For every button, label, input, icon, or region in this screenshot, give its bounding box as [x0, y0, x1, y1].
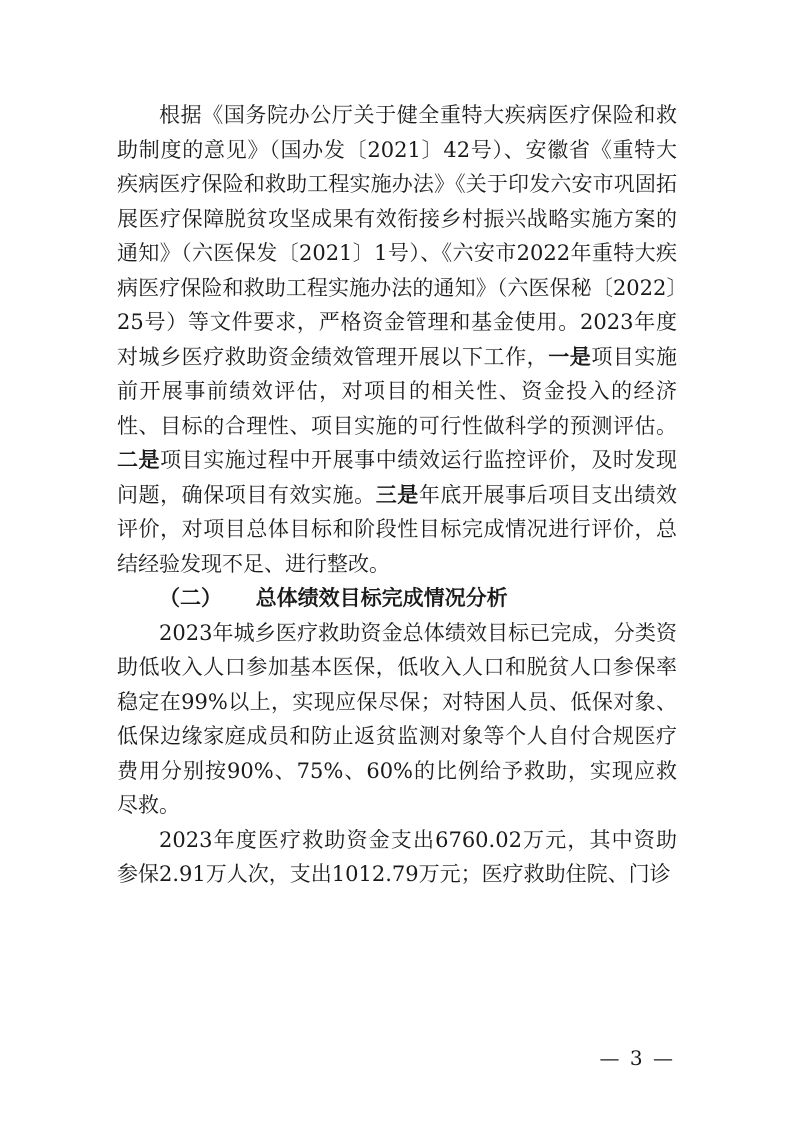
keyword-first: 一是 [548, 343, 592, 369]
section-heading [117, 581, 677, 616]
section-heading-title: 总体绩效目标完成情况分析 [255, 585, 508, 610]
paragraph-policy-basis-text-4: 年底开展事后项目支出绩效评价，对项目总体目标和阶段性目标完成情况进行评价，总结经验发现不足、进行整改。 [117, 482, 678, 576]
page-number: — 3 — [599, 1046, 675, 1070]
section-heading-number: （二） [159, 585, 222, 610]
paragraph-policy-basis-text: 根据《国务院办公厅关于健全重特大疾病医疗保险和救助制度的意见》（国办发〔2021〕42号）、安徽省《重特大疾病医疗保险和救助工程实施办法》《关于印发六安市巩固拓展医疗保障脱贫攻坚成果有效衔接乡村振兴战略实施方案的通知》（六医保发〔2021〕1号）、《六安市2022年重特大疾病医疗保险和救助工程实施办法的通知》（六医保秘〔2022〕25号）等文件要求，严格资金管理和基金使用。2023年度对城乡医疗救助资金绩效管理开展以下工作， [117, 103, 677, 369]
document-body [117, 98, 677, 892]
paragraph-policy-basis-text-2: 项目实施前开展事前绩效评估，对项目的相关性、资金投入的经济性、目标的合理性、项目实施的可行性做科学的预测评估。 [117, 344, 678, 438]
paragraph-policy-basis-text-3: 项目实施过程中开展事中绩效运行监控评价，及时发现问题，确保项目有效实施。 [117, 448, 678, 507]
paragraph-policy-basis [117, 98, 677, 581]
paragraph-goal-completion: 2023年城乡医疗救助资金总体绩效目标已完成，分类资助低收入人口参加基本医保，低收入人口和脱贫人口参保率稳定在99%以上，实现应保尽保；对特困人员、低保对象、低保边缘家庭成员和防止返贫监测对象等个人自付合规医疗费用分别按90%、75%、60%的比例给予救助，实现应救尽救。 [117, 620, 677, 817]
keyword-third: 三是 [375, 481, 419, 507]
paragraph-fund-expenditure: 2023年度医疗救助资金支出6760.02万元，其中资助参保2.91万人次，支出1012.79万元；医疗救助住院、门诊 [117, 827, 677, 886]
keyword-second: 二是 [117, 447, 161, 472]
